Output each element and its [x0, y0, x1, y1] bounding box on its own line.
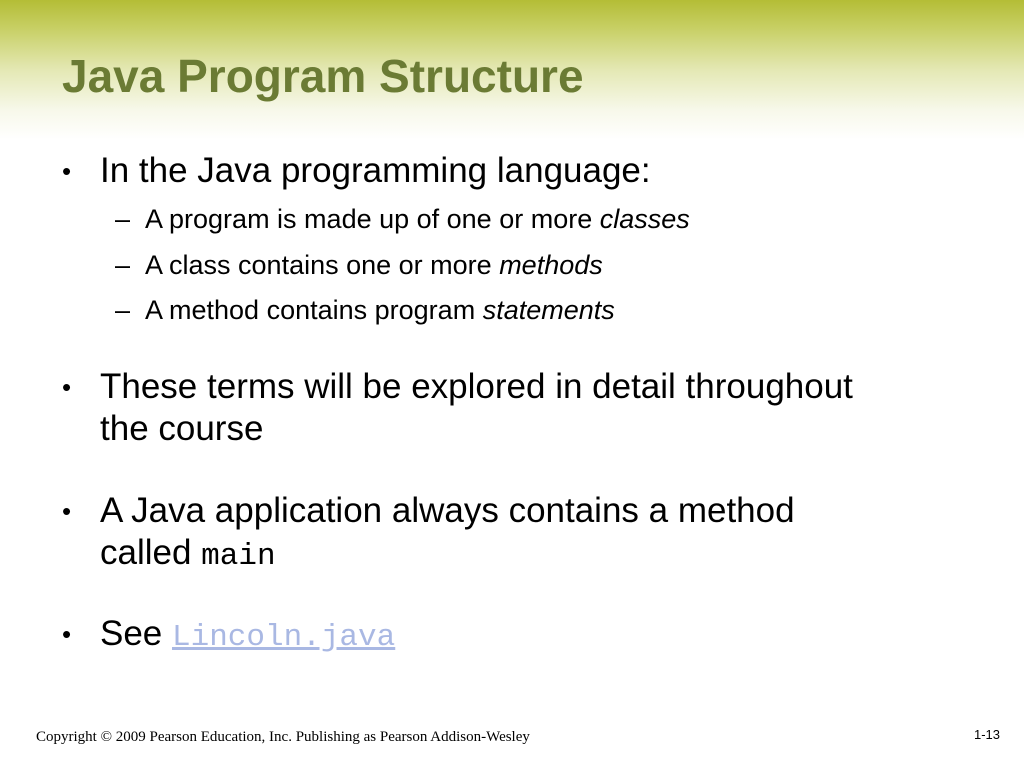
- bullet-text-line-2: called: [100, 533, 202, 572]
- bullet-item-4: [62, 613, 962, 659]
- bullet-icon: •: [62, 372, 72, 402]
- bullet-text-line-1: A Java application always contains a method: [100, 491, 795, 530]
- code-main: main: [201, 539, 276, 574]
- bullet-item-1: [62, 150, 962, 192]
- bullet-icon: •: [62, 156, 72, 186]
- bullet-item-2: [62, 366, 962, 450]
- sub-item-1: [115, 202, 690, 236]
- dash-icon: –: [115, 295, 131, 325]
- sub-item-text: A class contains one or more: [145, 250, 500, 280]
- sub-item-text: A method contains program: [145, 295, 483, 325]
- bullet-item-3: [62, 490, 962, 578]
- sub-item-3: [115, 293, 615, 327]
- bullet-text-line-1: These terms will be explored in detail throughout: [100, 367, 853, 406]
- dash-icon: –: [115, 204, 131, 234]
- bullet-text: See: [100, 614, 172, 653]
- bullet-text: In the Java programming language:: [100, 151, 651, 190]
- page-number: 1-13: [974, 727, 1001, 742]
- sub-item-emphasis: methods: [499, 250, 603, 280]
- dash-icon: –: [115, 250, 131, 280]
- sub-item-text: A program is made up of one or more: [145, 204, 600, 234]
- sub-item-emphasis: classes: [599, 204, 690, 234]
- sub-item-emphasis: statements: [482, 295, 615, 325]
- bullet-icon: •: [62, 619, 72, 649]
- copyright-footer: Copyright © 2009 Pearson Education, Inc. Publishing as Pearson Addison-Wesley: [36, 729, 530, 745]
- bullet-text-line-2: the course: [100, 409, 264, 448]
- sub-item-2: [115, 248, 603, 282]
- lincoln-java-link[interactable]: Lincoln.java: [172, 620, 396, 655]
- bullet-icon: •: [62, 496, 72, 526]
- slide-title: Java Program Structure: [62, 50, 584, 102]
